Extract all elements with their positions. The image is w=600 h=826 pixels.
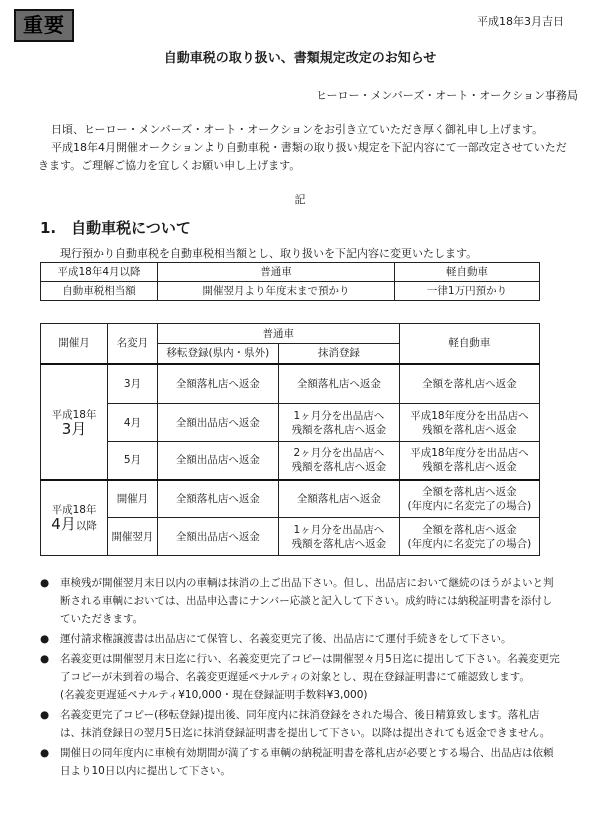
t1-col-regular: 普通車	[158, 263, 395, 282]
notes-list	[40, 574, 560, 782]
t1-val-regular: 開催翌月より年度末まで預かり	[158, 282, 395, 301]
row-transfer: 全額出品店へ返金	[157, 442, 278, 480]
row-transfer: 全額落札店へ返金	[157, 364, 278, 404]
intro-paragraph	[38, 121, 568, 175]
row-month: 開催月	[108, 480, 158, 518]
issuer-name: ヒーロー・メンバーズ・オート・オークション事務局	[315, 89, 578, 102]
intro-line-2: 平成18年4月開催オークションより自動車税・書類の取り扱い規定を下記内容にて一部改定させていただきます。ご理解ご協力を宜しくお願い申し上げます。	[38, 141, 567, 172]
row-month: 開催翌月	[108, 518, 158, 556]
intro-line-1: 日頃、ヒーロー・メンバーズ・オート・オークションをお引き立ていただき厚く御礼申し上げます。	[51, 123, 544, 136]
row-kei: 平成18年度分を出品店へ 残額を落札店へ返金	[399, 404, 539, 442]
table-row	[41, 364, 540, 404]
issue-date: 平成18年3月吉日	[477, 15, 564, 28]
t1-col-kei: 軽自動車	[395, 263, 540, 282]
section-heading: 1. 自動車税について	[40, 219, 191, 237]
row-transfer: 全額落札店へ返金	[157, 480, 278, 518]
t1-label-2: 自動車税相当額	[41, 282, 158, 301]
group-year-2: 平成18年	[51, 503, 97, 516]
row-cancel: 2ヶ月分を出品店へ 残額を落札店へ返金	[278, 442, 399, 480]
t1-label-1: 平成18年4月以降	[41, 263, 158, 282]
group-month-2: 4月	[51, 514, 76, 533]
row-cancel: 1ヶ月分を出品店へ 残額を落札店へ返金	[278, 518, 399, 556]
bullet-icon: ●	[40, 577, 50, 589]
t1-val-kei: 一律1万円預かり	[395, 282, 540, 301]
refund-table	[40, 323, 540, 556]
penalty-note: (名義変更遅延ペナルティ¥10,000・現在登録証明手数料¥3,000)	[60, 689, 368, 701]
row-transfer: 全額出品店へ返金	[157, 404, 278, 442]
row-month: 5月	[108, 442, 158, 480]
t2-h-kei: 軽自動車	[399, 324, 539, 364]
t2-h-cancel: 抹消登録	[278, 344, 399, 364]
row-kei: 全額を落札店へ返金 (年度内に名変完了の場合)	[399, 518, 539, 556]
t2-group-april	[41, 480, 108, 556]
row-month: 3月	[108, 364, 158, 404]
document-title: 自動車税の取り扱い、書類規定改定のお知らせ	[163, 51, 437, 66]
list-item: ● 名義変更完了コピー(移転登録)提出後、同年度内に抹消登録をされた場合、後日精算致します。落札店は、抹消登録日の翌月5日迄に抹消登録証明書を提出して下さい。以降は提出されても返金できません。	[40, 706, 560, 742]
t2-group-march	[41, 364, 108, 480]
row-kei: 平成18年度分を出品店へ 残額を落札店へ返金	[399, 442, 539, 480]
row-cancel: 全額落札店へ返金	[278, 364, 399, 404]
section-note: 現行預かり自動車税を自動車税相当額とし、取り扱いを下記内容に変更いたします。	[60, 247, 478, 260]
row-kei: 全額を落札店へ返金	[399, 364, 539, 404]
bullet-icon: ●	[40, 653, 50, 665]
row-transfer: 全額出品店へ返金	[157, 518, 278, 556]
list-item: ● 運付請求権譲渡書は出品店にて保管し、名義変更完了後、出品店にて運付手続きをして下さい。	[40, 630, 560, 648]
table-row	[41, 442, 540, 480]
row-month: 4月	[108, 404, 158, 442]
row-cancel: 1ヶ月分を出品店へ 残額を落札店へ返金	[278, 404, 399, 442]
bullet-icon: ●	[40, 709, 50, 721]
table-row	[41, 404, 540, 442]
bullet-icon: ●	[40, 747, 50, 759]
table-row	[41, 518, 540, 556]
list-item: ● 開催日の同年度内に車検有効期間が満了する車輌の納税証明書を落札店が必要とする場合、出品店は依頼日より10日以内に提出して下さい。	[40, 744, 560, 780]
group-month-1: 3月	[61, 419, 87, 438]
group-year-1: 平成18年	[51, 408, 97, 421]
row-kei: 全額を落札店へ返金 (年度内に名変完了の場合)	[399, 480, 539, 518]
t2-h-month: 開催月	[41, 324, 108, 364]
ki-marker: 記	[294, 193, 306, 206]
tax-summary-table	[40, 262, 540, 301]
bullet-icon: ●	[40, 633, 50, 645]
t2-h-change: 名変月	[108, 324, 158, 364]
list-item: ● 名義変更は開催翌月末日迄に行い、名義変更完了コピーは開催翌々月5日迄に提出して下さい。名義変更完了コピーが未到着の場合、名義変更遅延ペナルティの対象とし、現在登録証明書にて確認致します。 (名義変更遅延ペナルティ¥10,000・現在登録証明手数料¥3,000)	[40, 650, 560, 704]
t2-h-regular: 普通車	[157, 324, 399, 344]
group-suffix: 以降	[75, 519, 97, 532]
t2-h-transfer: 移転登録(県内・県外)	[157, 344, 278, 364]
important-badge: 重要	[14, 9, 74, 42]
table-row	[41, 480, 540, 518]
row-cancel: 全額落札店へ返金	[278, 480, 399, 518]
list-item: ● 車検残が開催翌月末日以内の車輌は抹消の上ご出品下さい。但し、出品店において継続のほうがよいと判断される車輌においては、出品申込書にナンバー応談と記入して下さい。成約時には納税証明書を添付していただきます。	[40, 574, 560, 628]
